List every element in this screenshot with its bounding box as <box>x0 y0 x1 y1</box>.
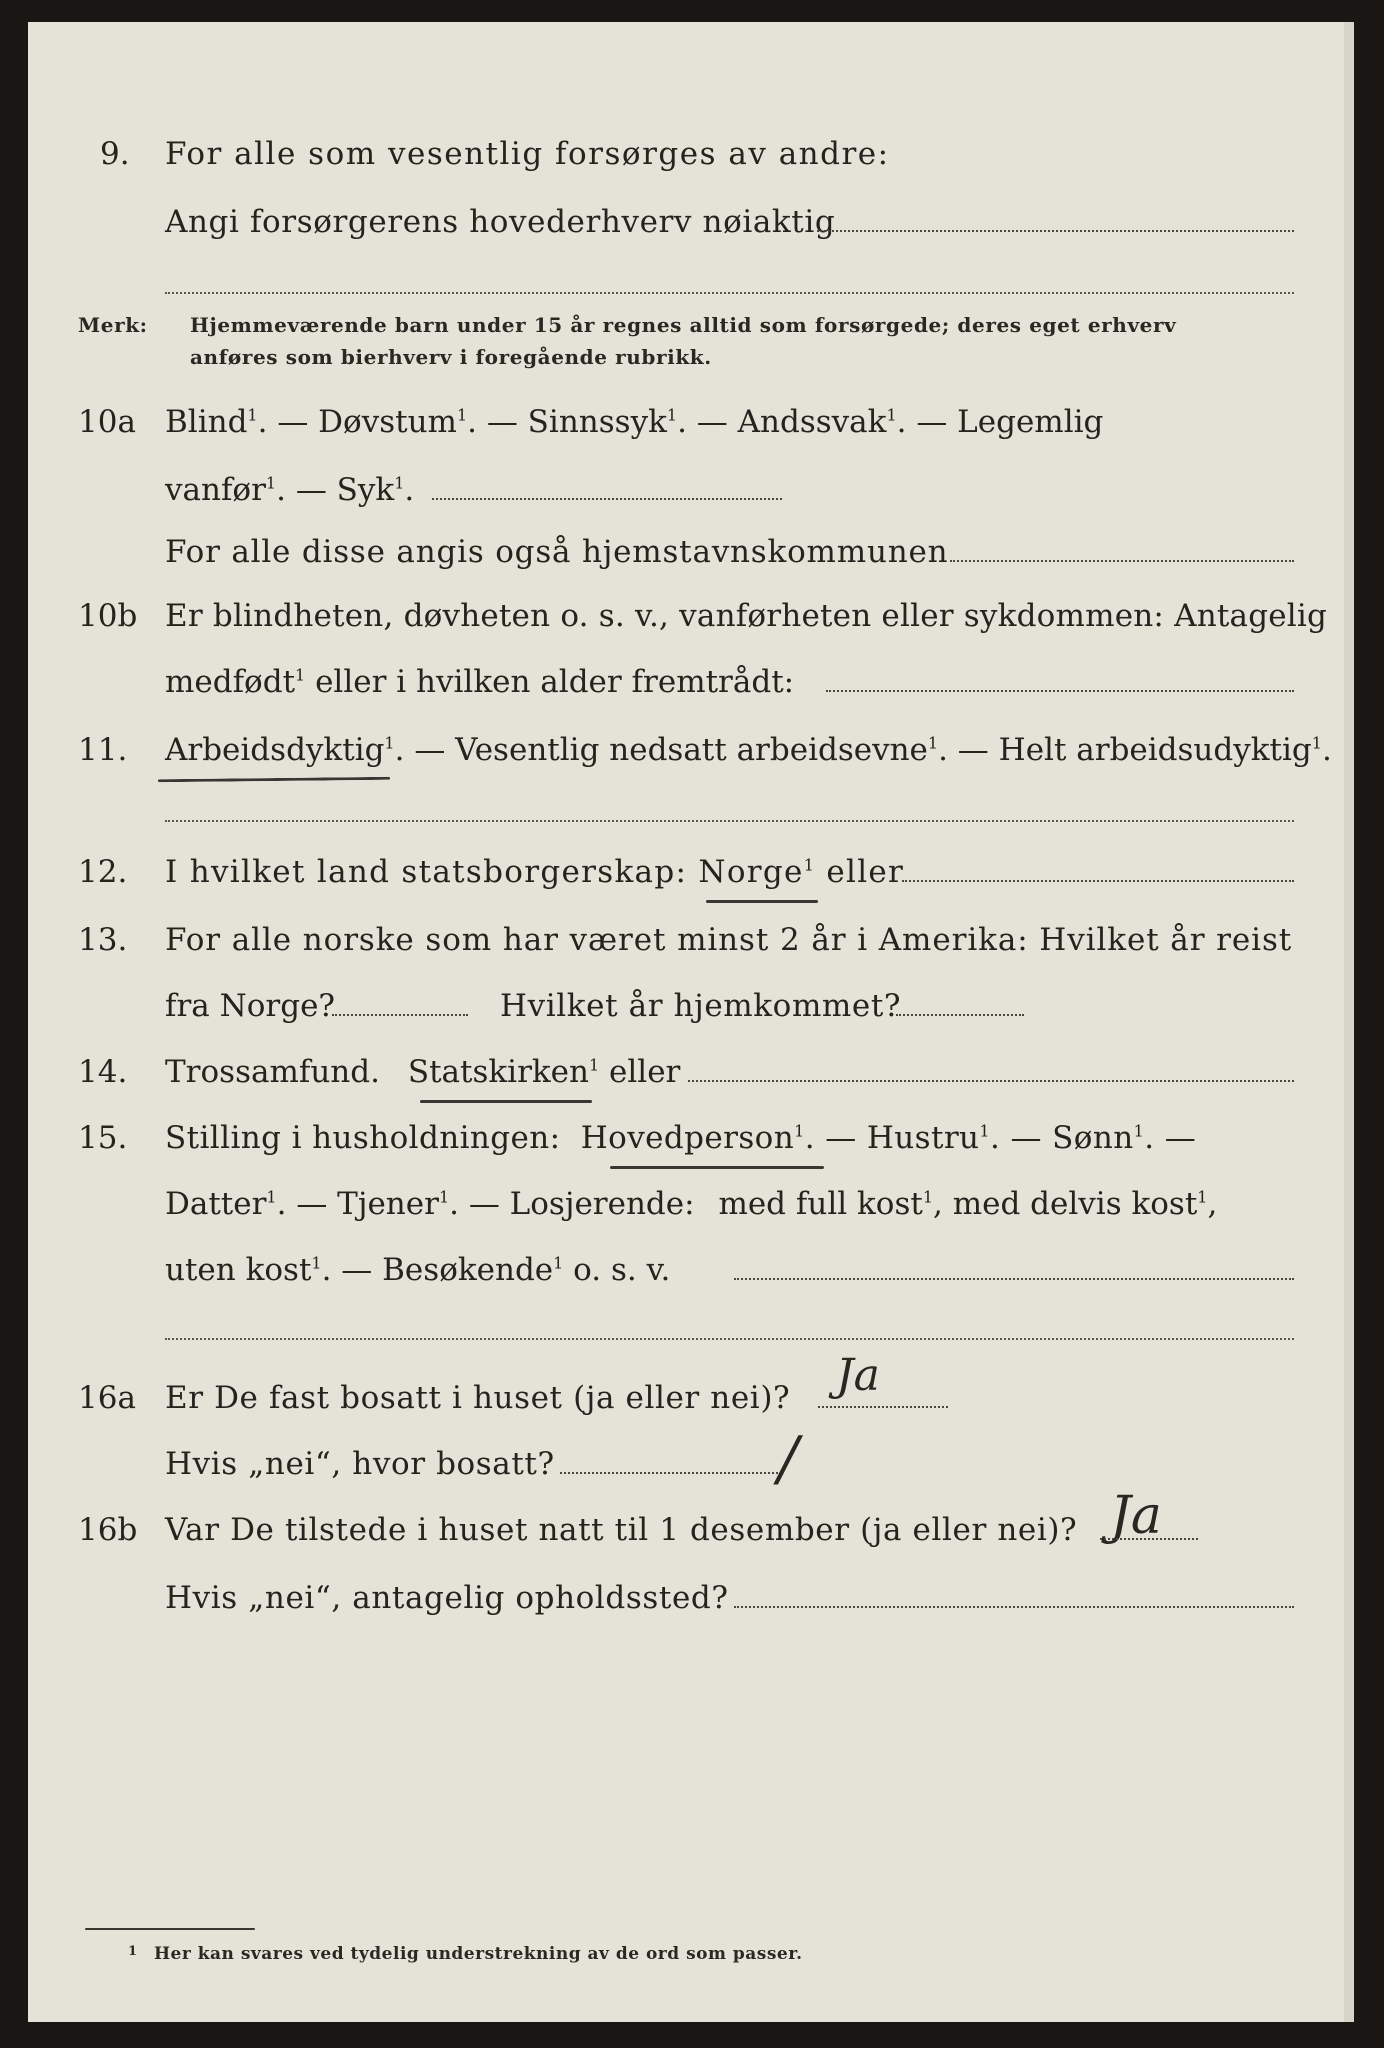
option-blind: Blind <box>165 404 248 440</box>
option-delvis-kost: , med delvis kost <box>933 1186 1198 1222</box>
footnote-ref: 1 <box>384 733 395 753</box>
answer-line <box>734 1606 1294 1608</box>
question-text: I hvilket land statsborgerskap: <box>165 854 688 890</box>
question-text: Hvis „nei“, hvor bosatt? <box>165 1446 555 1482</box>
option-tjener: . — Tjener <box>276 1186 439 1222</box>
question-text: Var De tilstede i huset natt til 1 desember (ja eller nei)? <box>165 1512 1078 1548</box>
option-full-kost: med full kost <box>718 1186 923 1222</box>
option-syk: . — Syk <box>276 472 395 508</box>
footnote-ref: 1 <box>553 1253 564 1273</box>
question-text: Er De fast bosatt i huset (ja eller nei)? <box>165 1380 791 1416</box>
footnote-ref: 1 <box>927 733 939 753</box>
footnote-ref: 1 <box>247 405 258 425</box>
footnote-ref: 1 <box>266 1187 277 1207</box>
answer-line <box>818 1406 948 1408</box>
question-number: 16a <box>78 1380 136 1416</box>
option-norge: Norge <box>698 854 804 890</box>
merk-label: Merk: <box>78 313 148 337</box>
handwritten-answer: Ja <box>836 1350 880 1401</box>
option-legemlig: . — Legemlig <box>896 404 1104 440</box>
option-datter: Datter <box>165 1186 267 1222</box>
footnote-rule <box>85 1928 255 1930</box>
footnote-ref: 1 <box>588 1055 600 1075</box>
question-text: Angi forsørgerens hovederhverv nøiaktig <box>165 204 836 240</box>
footnote-ref: 1 <box>456 405 468 425</box>
answer-line <box>432 498 782 500</box>
answer-line <box>950 560 1294 562</box>
option-statskirken: Statskirken <box>407 1054 589 1090</box>
question-number: 10b <box>78 598 138 634</box>
question-text: Er blindheten, døvheten o. s. v., vanførheten eller sykdommen: Antagelig <box>165 598 1328 634</box>
question-text: eller <box>815 854 905 890</box>
option-hustru: . — Hustru <box>804 1120 980 1156</box>
option-andssvak: . — Andssvak <box>677 404 887 440</box>
footnote-ref: 1 <box>1197 1187 1208 1207</box>
separator-line <box>165 1338 1294 1340</box>
option-hovedperson: Hovedperson <box>580 1120 795 1156</box>
footnote-text: Her kan svares ved tydelig understrekning av de ord som passer. <box>154 1944 803 1964</box>
option-dovstum: . — Døvstum <box>257 404 457 440</box>
question-text: fra Norge? <box>165 988 336 1024</box>
option-arbeidsdyktig: Arbeidsdyktig <box>165 732 385 768</box>
option-arbeidsudyktig: . — Helt arbeidsudyktig <box>938 732 1312 768</box>
answer-line <box>1100 1538 1198 1540</box>
option-besokende: . — Besøkende <box>321 1252 554 1288</box>
question-text: For alle norske som har været minst 2 år i Amerika: Hvilket år reist <box>165 922 1293 958</box>
question-number: 12. <box>78 854 128 890</box>
handwritten-underline <box>706 900 818 903</box>
footnote-ref: 1 <box>394 473 405 493</box>
answer-line <box>817 230 1294 232</box>
footnote-ref: 1 <box>295 665 306 685</box>
handwritten-underline <box>610 1166 824 1169</box>
handwritten-underline <box>420 1100 592 1103</box>
question-number: 11. <box>78 732 128 768</box>
question-number: 10a <box>78 404 136 440</box>
question-number: 13. <box>78 922 128 958</box>
merk-text-line1: Hjemmeværende barn under 15 år regnes alltid som forsørgede; deres eget erhverv <box>190 313 1177 337</box>
option-uten-kost: uten kost <box>165 1252 312 1288</box>
question-text: Stilling i husholdningen: <box>165 1120 561 1156</box>
separator-line <box>165 292 1294 294</box>
question-text: eller i hvilken alder fremtrådt: <box>305 664 795 700</box>
page-edge <box>1344 22 1354 2022</box>
option-losjerende: . — Losjerende: <box>449 1186 695 1222</box>
question-text: Hvilket år hjemkommet? <box>500 988 902 1024</box>
option-medfodt: medfødt <box>165 664 296 700</box>
answer-line <box>332 1014 468 1016</box>
footnote-ref: 1 <box>1133 1121 1145 1141</box>
question-number: 15. <box>78 1120 128 1156</box>
merk-text-line2: anføres som bierhverv i foregående rubrikk. <box>190 345 712 369</box>
question-number: 14. <box>78 1054 128 1090</box>
footnote-ref: 1 <box>666 405 678 425</box>
option-nedsatt-arbeidsevne: . — Vesentlig nedsatt arbeidsevne <box>394 732 928 768</box>
option-sonn: . — Sønn <box>990 1120 1134 1156</box>
footnote-ref: 1 <box>265 473 277 493</box>
separator-line <box>165 820 1294 822</box>
footnote-marker: 1 <box>128 1944 138 1959</box>
option-sinnssyk: . — Sinnssyk <box>467 404 667 440</box>
question-text: Hvis „nei“, antagelig opholdssted? <box>165 1580 729 1616</box>
answer-line <box>560 1472 778 1474</box>
footnote-ref: 1 <box>803 855 816 875</box>
footnote-ref: 1 <box>979 1121 990 1141</box>
footnote-ref: 1 <box>1311 733 1322 753</box>
question-text: For alle som vesentlig forsørges av andre: <box>165 136 890 172</box>
option-vanfor: vanfør <box>165 472 266 508</box>
answer-line <box>902 880 1294 882</box>
footnote-ref: 1 <box>311 1253 322 1273</box>
question-number: 16b <box>78 1512 138 1548</box>
answer-line <box>688 1080 1294 1082</box>
question-text: eller <box>599 1054 681 1090</box>
footnote-ref: 1 <box>886 405 897 425</box>
question-text: For alle disse angis også hjemstavnskommunen <box>165 534 949 570</box>
question-text: Trossamfund. <box>165 1054 380 1090</box>
question-number: 9. <box>100 136 130 172</box>
handwritten-answer: / <box>778 1424 799 1494</box>
footnote-ref: 1 <box>922 1187 934 1207</box>
footnote-ref: 1 <box>438 1187 450 1207</box>
footnote-ref: 1 <box>794 1121 805 1141</box>
answer-line <box>734 1278 1294 1280</box>
answer-line <box>896 1014 1024 1016</box>
answer-line <box>826 690 1294 692</box>
handwritten-answer: Ja <box>1110 1486 1162 1546</box>
